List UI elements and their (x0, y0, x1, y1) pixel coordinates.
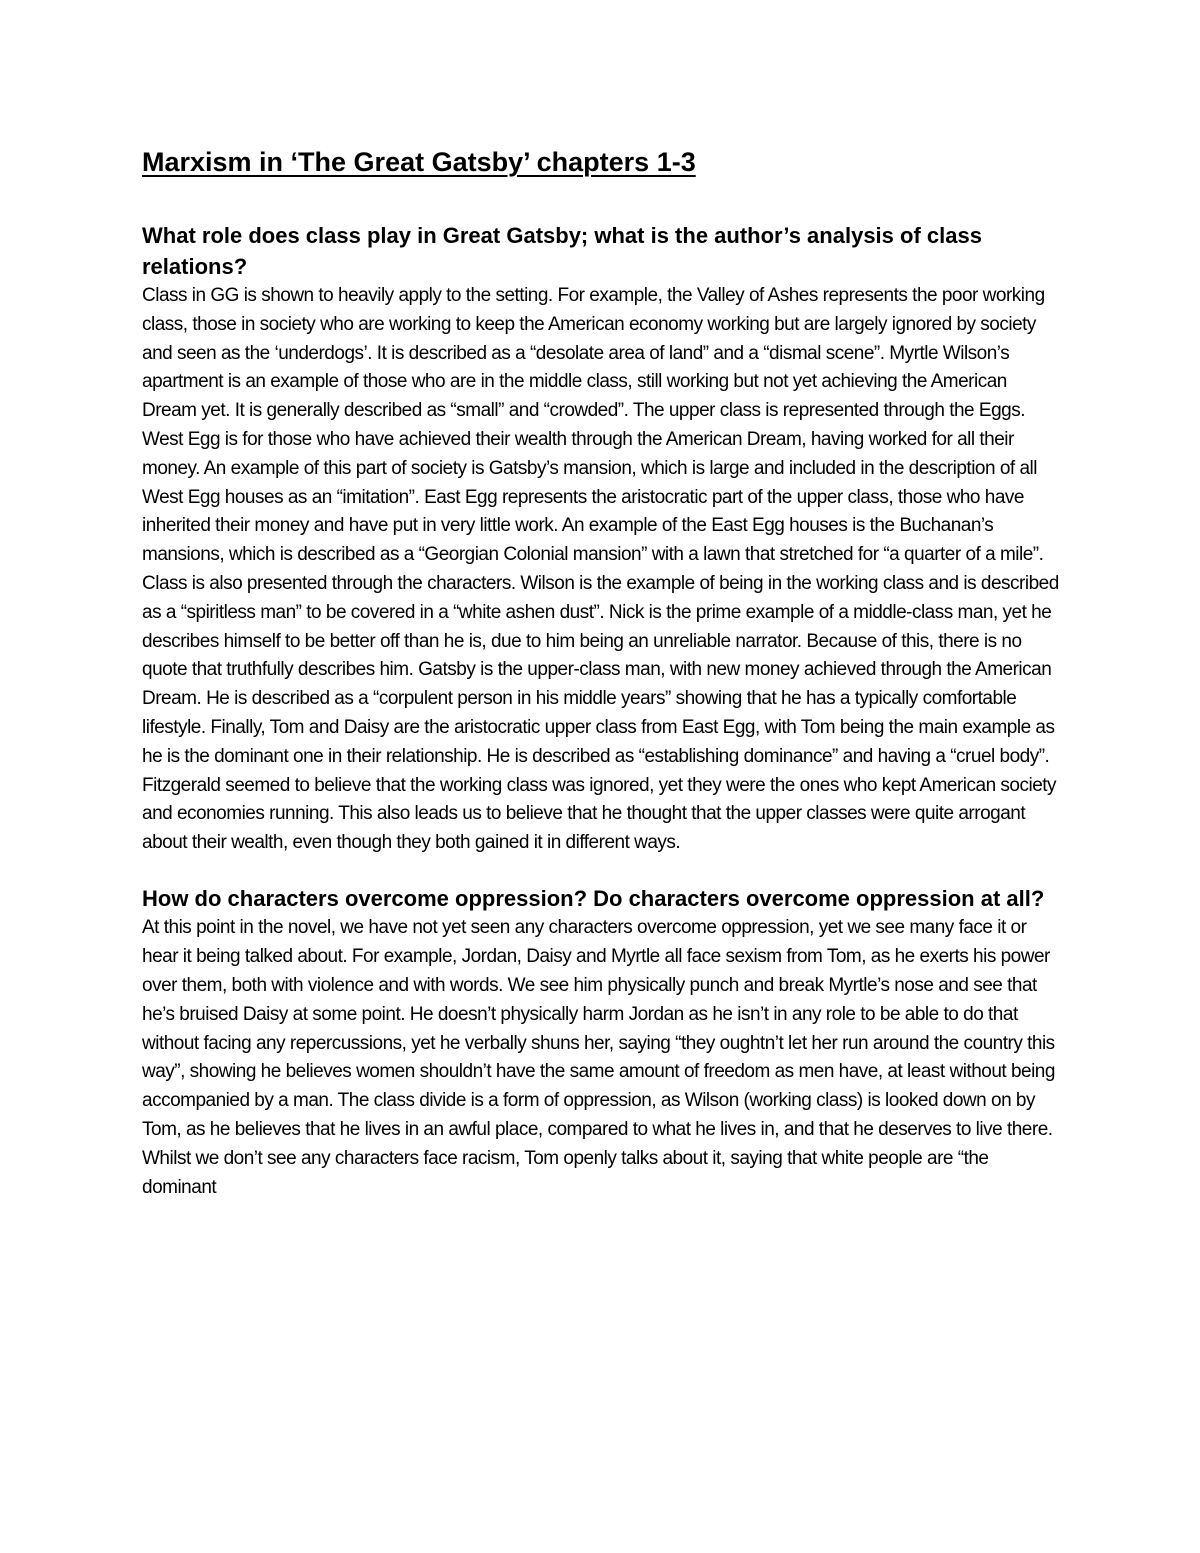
document-title: Marxism in ‘The Great Gatsby’ chapters 1-3 (142, 147, 696, 177)
section-2-answer: At this point in the novel, we have not yet seen any characters overcome oppression, yet we see many face it or hear it being talked about. For example, Jordan, Daisy and Myrtle all face sexism from Tom, as he exerts his power over them, both with violence and with words. We see him physically punch and break Myrtle’s nose and see that he’s bruised Daisy at some point. He doesn’t physically harm Jordan as he isn’t in any role to be able to do that without facing any repercussions, yet he verbally shuns her, saying “they oughtn’t let her run around the country this way”, showing he believes women shouldn’t have the same amount of freedom as men have, at least without being accompanied by a man. The class divide is a form of oppression, as Wilson (working class) is looked down on by Tom, as he believes that he lives in an awful place, compared to what he lives in, and that he deserves to live there. Whilst we don’t see any characters face racism, Tom openly talks about it, saying that white people are “the dominant (142, 917, 1055, 1198)
section-2-question: How do characters overcome oppression? Do characters overcome oppression at all? (142, 885, 1045, 911)
document-body (142, 142, 1062, 1202)
section-1-question: What role does class play in Great Gatsby; what is the author’s analysis of class relations? (142, 223, 982, 279)
section-1-answer: Class in GG is shown to heavily apply to the setting. For example, the Valley of Ashes represents the poor working class, those in society who are working to keep the American economy working but are largely ignored by society and seen as the ‘underdogs’. It is described as a “desolate area of land” and a “dismal scene”. Myrtle Wilson’s apartment is an example of those who are in the middle class, still working but not yet achieving the American Dream yet. It is generally described as “small” and “crowded”. The upper class is represented through the Eggs. West Egg is for those who have achieved their wealth through the American Dream, having worked for all their money. An example of this part of society is Gatsby’s mansion, which is large and included in the description of all West Egg houses as an “imitation”. East Egg represents the aristocratic part of the upper class, those who have inherited their money and have put in very little work. An example of the East Egg houses is the Buchanan’s mansions, which is described as a “Georgian Colonial mansion” with a lawn that stretched for “a quarter of a mile”. Class is also presented through the characters. Wilson is the example of being in the working class and is described as a “spiritless man” to be covered in a “white ashen dust”. Nick is the prime example of a middle-class man, yet he describes himself to be better off than he is, due to him being an unreliable narrator. Because of this, there is no quote that truthfully describes him. Gatsby is the upper-class man, with new money achieved through the American Dream. He is described as a “corpulent person in his middle years” showing that he has a typically comfortable lifestyle. Finally, Tom and Daisy are the aristocratic upper class from East Egg, with Tom being the main example as he is the dominant one in their relationship. He is described as “establishing dominance” and having a “cruel body”. Fitzgerald seemed to believe that the working class was ignored, yet they were the ones who kept American society and economies running. This also leads us to believe that he thought that the upper classes were quite arrogant about their wealth, even though they both gained it in different ways. (142, 285, 1059, 854)
